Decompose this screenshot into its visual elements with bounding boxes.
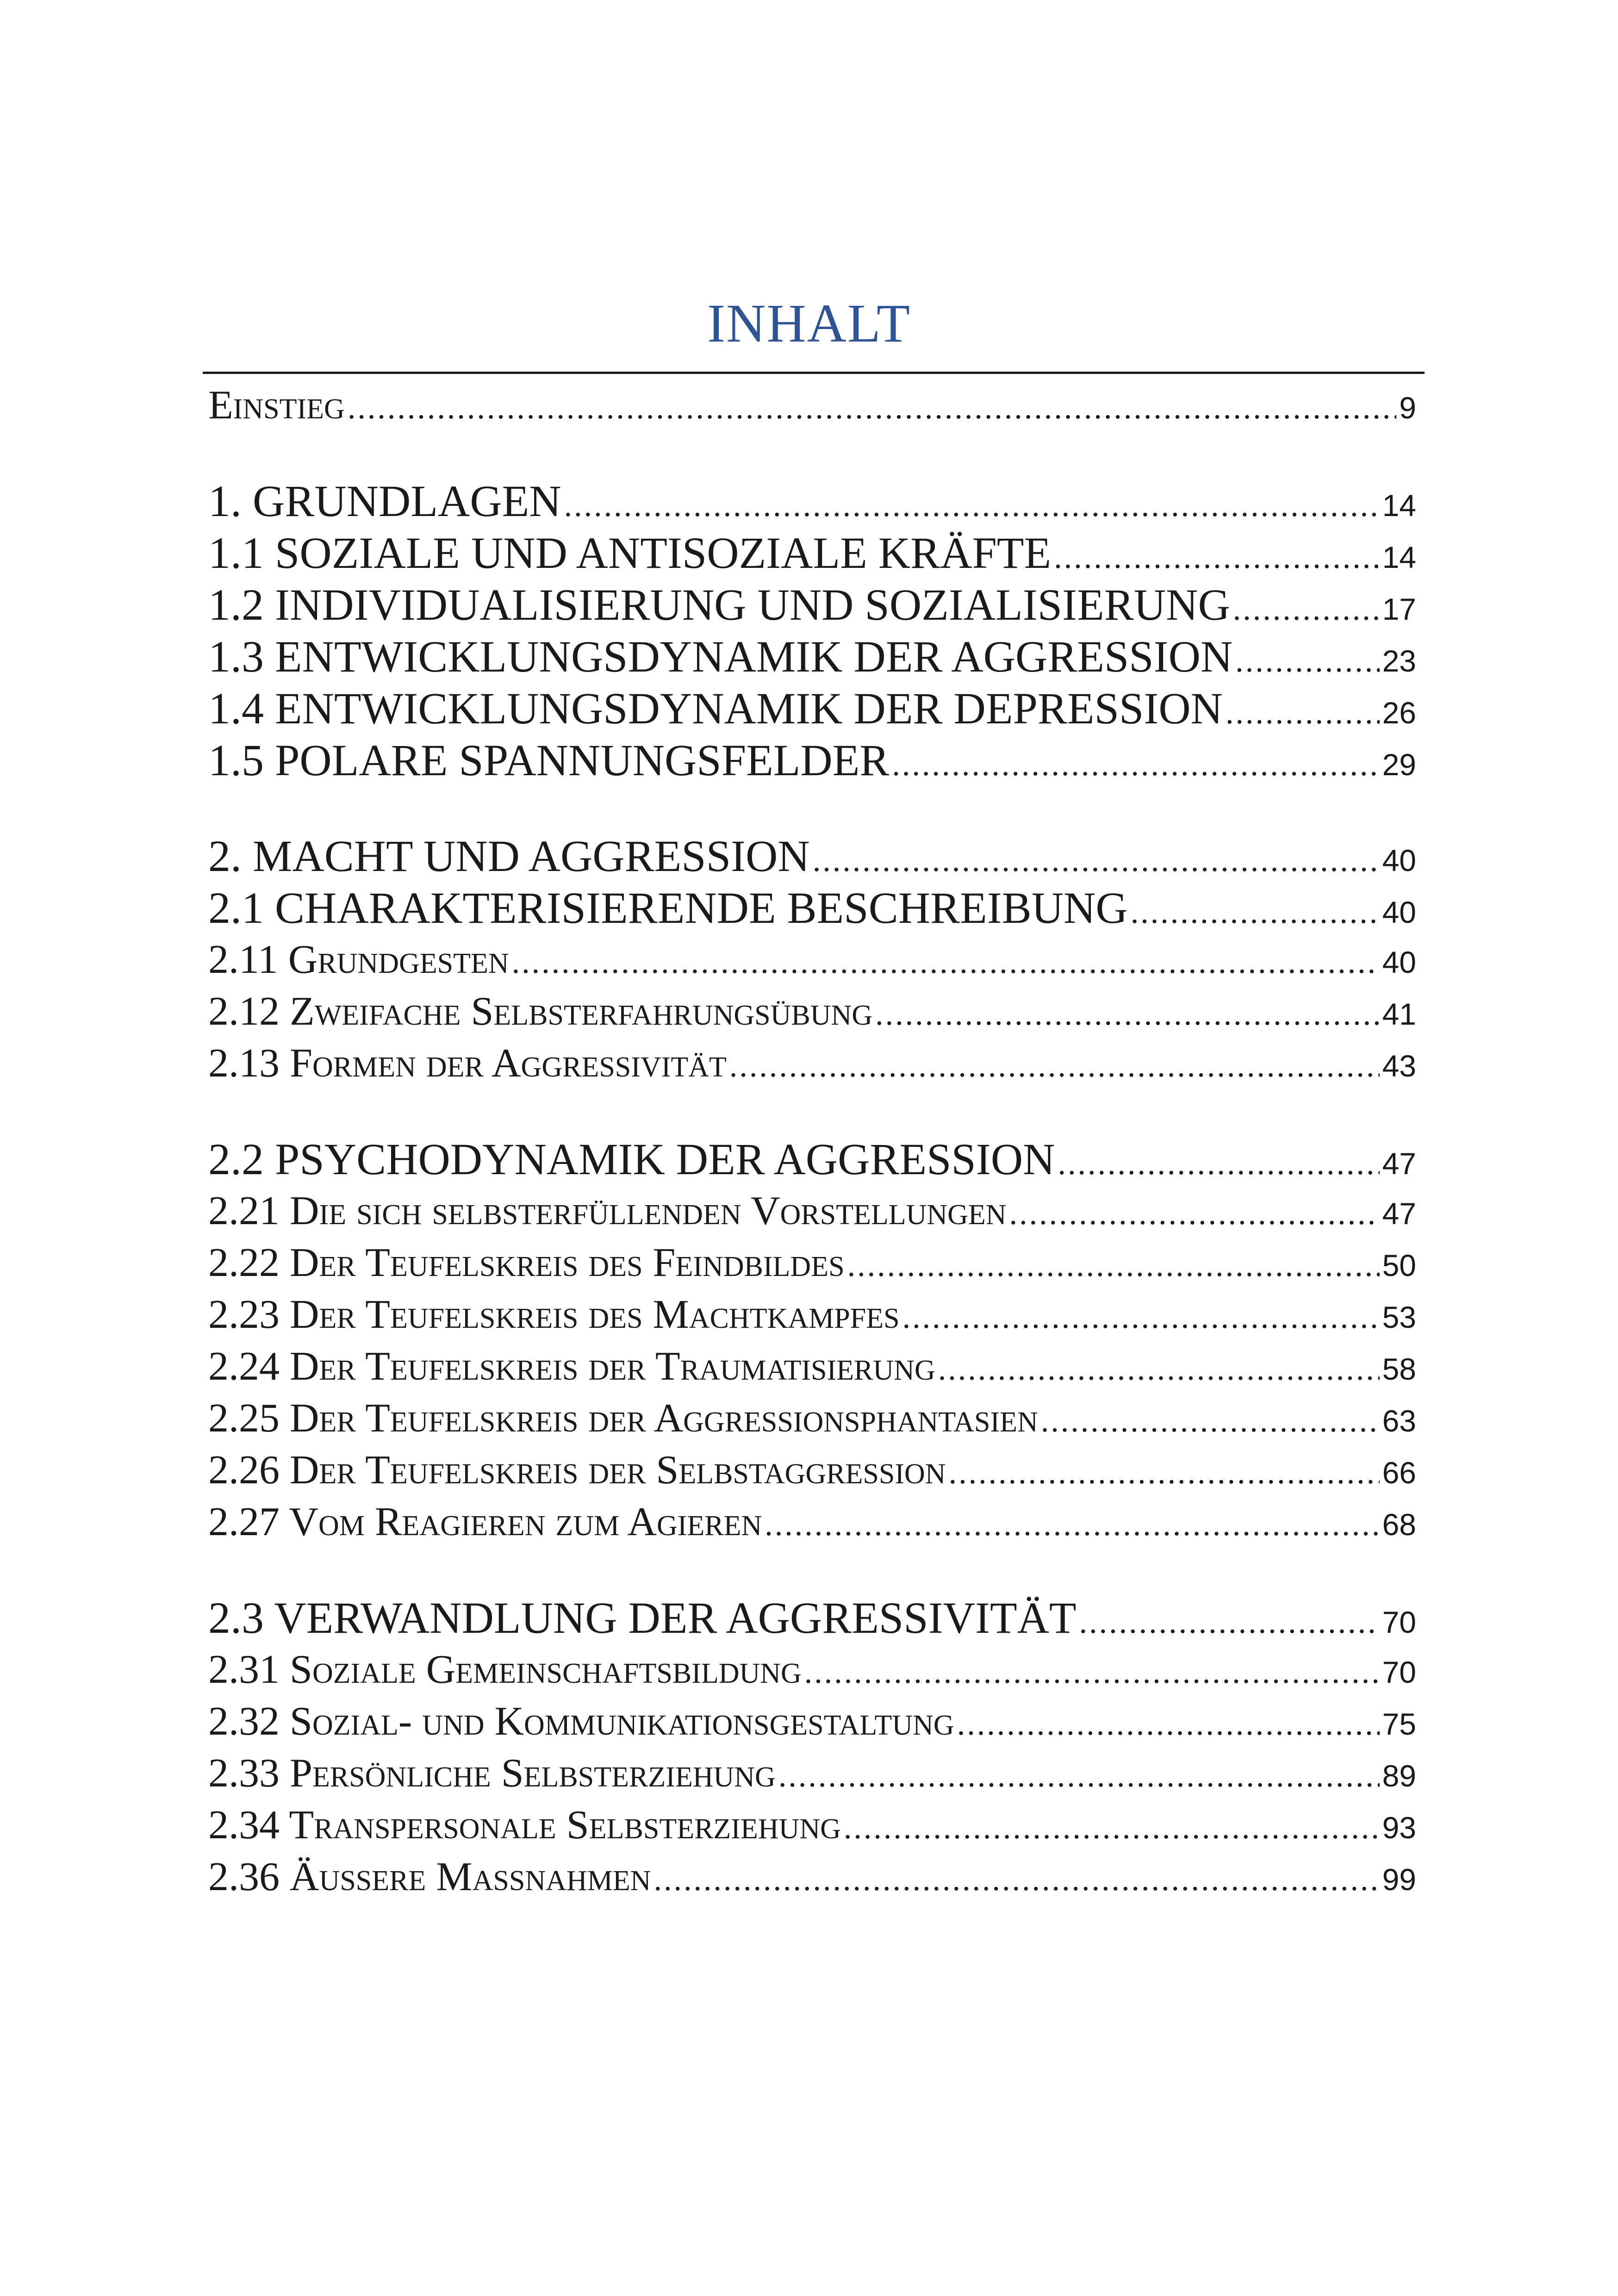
dot-leader <box>902 1292 1380 1341</box>
toc-entry[interactable] <box>208 1444 1416 1496</box>
dot-leader <box>813 835 1380 882</box>
toc-entry-page-number: 47 <box>1382 1196 1416 1231</box>
toc-entry-label: 1.1 SOZIALE UND ANTISOZIALE KRÄFTE <box>208 528 1052 578</box>
dot-leader <box>512 937 1380 986</box>
toc-entry[interactable] <box>208 1748 1416 1799</box>
toc-entry[interactable] <box>208 1341 1416 1393</box>
dot-leader <box>653 1854 1379 1903</box>
toc-entry[interactable] <box>208 631 1416 683</box>
toc-entry-page-number: 43 <box>1382 1049 1416 1083</box>
dot-leader <box>1235 635 1379 683</box>
toc-entry[interactable] <box>208 1133 1416 1185</box>
toc-entry[interactable] <box>208 527 1416 579</box>
toc-entry-label: 2.33 Persönliche Selbsterziehung <box>208 1751 776 1796</box>
toc-entry-label: Einstieg <box>208 383 345 428</box>
dot-leader <box>1041 1395 1380 1444</box>
toc-entry-label: 2.31 Soziale Gemeinschaftsbildung <box>208 1647 802 1692</box>
dot-leader <box>957 1699 1380 1748</box>
dot-leader <box>875 989 1379 1038</box>
toc-entry-label: 2.23 Der Teufelskreis des Machtkampfes <box>208 1292 900 1337</box>
dot-leader <box>765 1499 1379 1548</box>
toc-entry[interactable] <box>208 1393 1416 1444</box>
toc-entry-page-number: 14 <box>1382 488 1416 523</box>
toc-group <box>208 1133 1416 1548</box>
toc-group <box>208 830 1416 1089</box>
toc-entry-page-number: 68 <box>1382 1507 1416 1542</box>
dot-leader <box>564 480 1380 527</box>
dot-leader <box>1079 1597 1380 1644</box>
dot-leader <box>1058 1138 1380 1185</box>
toc-entry[interactable] <box>208 1799 1416 1851</box>
toc-entry-page-number: 93 <box>1382 1811 1416 1845</box>
toc-entry-label: 2.27 Vom Reagieren zum Agieren <box>208 1500 762 1544</box>
toc-entry-label: 2.21 Die sich selbsterfüllenden Vorstellungen <box>208 1188 1007 1233</box>
toc-entry-page-number: 99 <box>1382 1862 1416 1897</box>
toc-entry-page-number: 58 <box>1382 1352 1416 1386</box>
dot-leader <box>1131 887 1380 934</box>
toc-entry[interactable] <box>208 1289 1416 1341</box>
toc-group <box>208 1592 1416 1903</box>
toc-entry-label: 2.24 Der Teufelskreis der Traumatisierung <box>208 1344 935 1389</box>
toc-entry-label: 2.32 Sozial- und Kommunikationsgestaltung <box>208 1699 954 1744</box>
toc-entry[interactable] <box>208 1644 1416 1696</box>
toc-entry-page-number: 66 <box>1382 1456 1416 1490</box>
toc-entry[interactable] <box>208 683 1416 734</box>
toc-entry-page-number: 63 <box>1382 1404 1416 1438</box>
toc-group <box>208 380 1416 431</box>
toc-group <box>208 475 1416 786</box>
page-title: INHALT <box>707 293 911 354</box>
toc-entry[interactable] <box>208 380 1416 431</box>
dot-leader <box>804 1647 1380 1696</box>
toc-entry-page-number: 40 <box>1382 945 1416 979</box>
toc-entry-page-number: 9 <box>1399 391 1416 425</box>
dot-leader <box>847 1240 1380 1289</box>
toc-entry-label: 1. GRUNDLAGEN <box>208 476 561 526</box>
dot-leader <box>348 382 1396 431</box>
title-divider <box>203 372 1425 374</box>
toc-entry[interactable] <box>208 734 1416 786</box>
toc-entry-page-number: 29 <box>1382 747 1416 782</box>
toc-entry-label: 1.3 ENTWICKLUNGSDYNAMIK DER AGGRESSION <box>208 632 1233 681</box>
toc-entry-label: 2.11 Grundgesten <box>208 937 509 982</box>
toc-entry[interactable] <box>208 1237 1416 1289</box>
toc-entry-label: 2.36 Äußere Maßnahmen <box>208 1854 651 1899</box>
toc-entry-label: 2.2 PSYCHODYNAMIK DER AGGRESSION <box>208 1134 1055 1184</box>
dot-leader <box>1054 532 1379 579</box>
toc-entry-label: 2.1 CHARAKTERISIERENDE BESCHREIBUNG <box>208 883 1128 933</box>
toc-entry[interactable] <box>208 1038 1416 1089</box>
toc-entry-label: 2.13 Formen der Aggressivität <box>208 1041 727 1086</box>
toc-entry-page-number: 17 <box>1382 592 1416 626</box>
toc-entry[interactable] <box>208 579 1416 631</box>
toc-entry-label: 1.5 POLARE SPANNUNGSFELDER <box>208 735 890 785</box>
dot-leader <box>892 739 1379 786</box>
toc-entry-label: 2.12 Zweifache Selbsterfahrungsübung <box>208 989 873 1034</box>
toc-entry-page-number: 89 <box>1382 1759 1416 1793</box>
dot-leader <box>949 1447 1380 1496</box>
toc-entry-page-number: 41 <box>1382 997 1416 1031</box>
toc-entry-label: 2.3 VERWANDLUNG DER AGGRESSIVITÄT <box>208 1593 1077 1643</box>
toc-entry-page-number: 26 <box>1382 696 1416 730</box>
toc-entry[interactable] <box>208 1696 1416 1748</box>
toc-entry-page-number: 70 <box>1382 1605 1416 1639</box>
toc-entry[interactable] <box>208 934 1416 986</box>
dot-leader <box>729 1040 1380 1089</box>
dot-leader <box>938 1344 1380 1393</box>
dot-leader <box>1009 1188 1380 1237</box>
toc-entry[interactable] <box>208 882 1416 934</box>
toc-entry-page-number: 14 <box>1382 540 1416 574</box>
toc-entry-page-number: 53 <box>1382 1300 1416 1334</box>
toc-entry-label: 2.26 Der Teufelskreis der Selbstaggression <box>208 1448 946 1493</box>
toc-entry-label: 2.25 Der Teufelskreis der Aggressionsphantasien <box>208 1396 1038 1441</box>
dot-leader <box>1226 687 1380 734</box>
toc-entry-page-number: 47 <box>1382 1146 1416 1181</box>
toc-entry-label: 2. MACHT UND AGGRESSION <box>208 831 810 881</box>
toc-entry-page-number: 23 <box>1382 644 1416 678</box>
toc-entry-label: 2.22 Der Teufelskreis des Feindbildes <box>208 1240 845 1285</box>
dot-leader <box>844 1802 1380 1851</box>
toc-entry-page-number: 70 <box>1382 1655 1416 1689</box>
toc-entry[interactable] <box>208 1185 1416 1237</box>
toc-entry[interactable] <box>208 1496 1416 1548</box>
dot-leader <box>778 1750 1380 1799</box>
toc-entry-page-number: 40 <box>1382 843 1416 877</box>
toc-entry-page-number: 40 <box>1382 895 1416 929</box>
toc-entry-page-number: 75 <box>1382 1707 1416 1741</box>
toc-entry-label: 2.34 Transpersonale Selbsterziehung <box>208 1803 841 1848</box>
toc-entry[interactable] <box>208 1851 1416 1903</box>
toc-entry-page-number: 50 <box>1382 1248 1416 1282</box>
toc-entry[interactable] <box>208 475 1416 527</box>
table-of-contents <box>208 380 1416 1947</box>
toc-entry-label: 1.2 INDIVIDUALISIERUNG UND SOZIALISIERUNG <box>208 580 1230 629</box>
toc-entry[interactable] <box>208 1592 1416 1644</box>
dot-leader <box>1233 584 1380 631</box>
toc-entry-label: 1.4 ENTWICKLUNGSDYNAMIK DER DEPRESSION <box>208 684 1223 733</box>
toc-entry[interactable] <box>208 986 1416 1038</box>
toc-entry[interactable] <box>208 830 1416 882</box>
